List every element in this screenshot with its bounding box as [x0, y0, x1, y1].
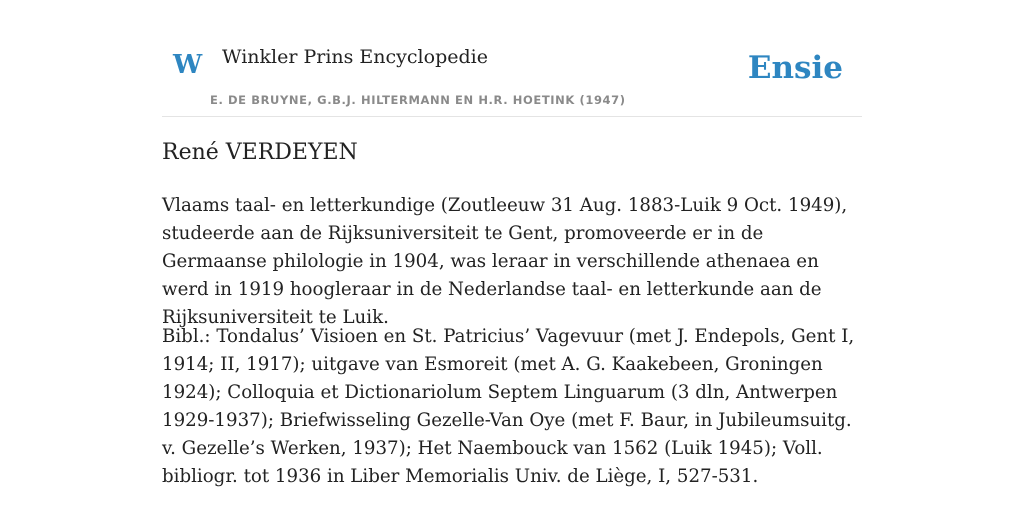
article-paragraph-definition: Vlaams taal- en letterkundige (Zoutleeuw 31 Aug. 1883-Luik 9 Oct. 1949), studeerde aan de Rijksuniversiteit te Gent, promoveerde er in de Germaanse philologie in 1904, was leraar in verschillende athenaea en werd in 1919 hoogleraar in de Nederlandse taal- en letterkunde aan de Rijksuniversiteit te Luik. — [162, 195, 848, 328]
source-authors: E. DE BRUYNE, G.B.J. HILTERMANN EN H.R. HOETINK (1947) — [210, 93, 626, 107]
article-title: René VERDEYEN — [162, 140, 358, 165]
brand-logo[interactable]: Ensie — [747, 50, 843, 86]
source-title[interactable]: Winkler Prins Encyclopedie — [222, 46, 488, 68]
source-header — [162, 0, 862, 117]
source-logo[interactable]: W — [173, 50, 203, 80]
article-paragraph-bibliography: Bibl.: Tondalus’ Visioen en St. Patricius’ Vagevuur (met J. Endepols, Gent I, 1914; II, 1917); uitgave van Esmoreit (met A. G. Kaakebeen, Groningen 1924); Colloquia et Dictionariolum Septem Linguarum (3 dln, Antwerpen 1929-1937); Briefwisseling Gezelle-Van Oye (met F. Baur, in Jubileumsuitg. v. Gezelle’s Werken, 1937); Het Naembouck van 1562 (Luik 1945); Voll. bibliogr. tot 1936 in Liber Memorialis Univ. de Liège, I, 527-531. — [162, 326, 855, 487]
